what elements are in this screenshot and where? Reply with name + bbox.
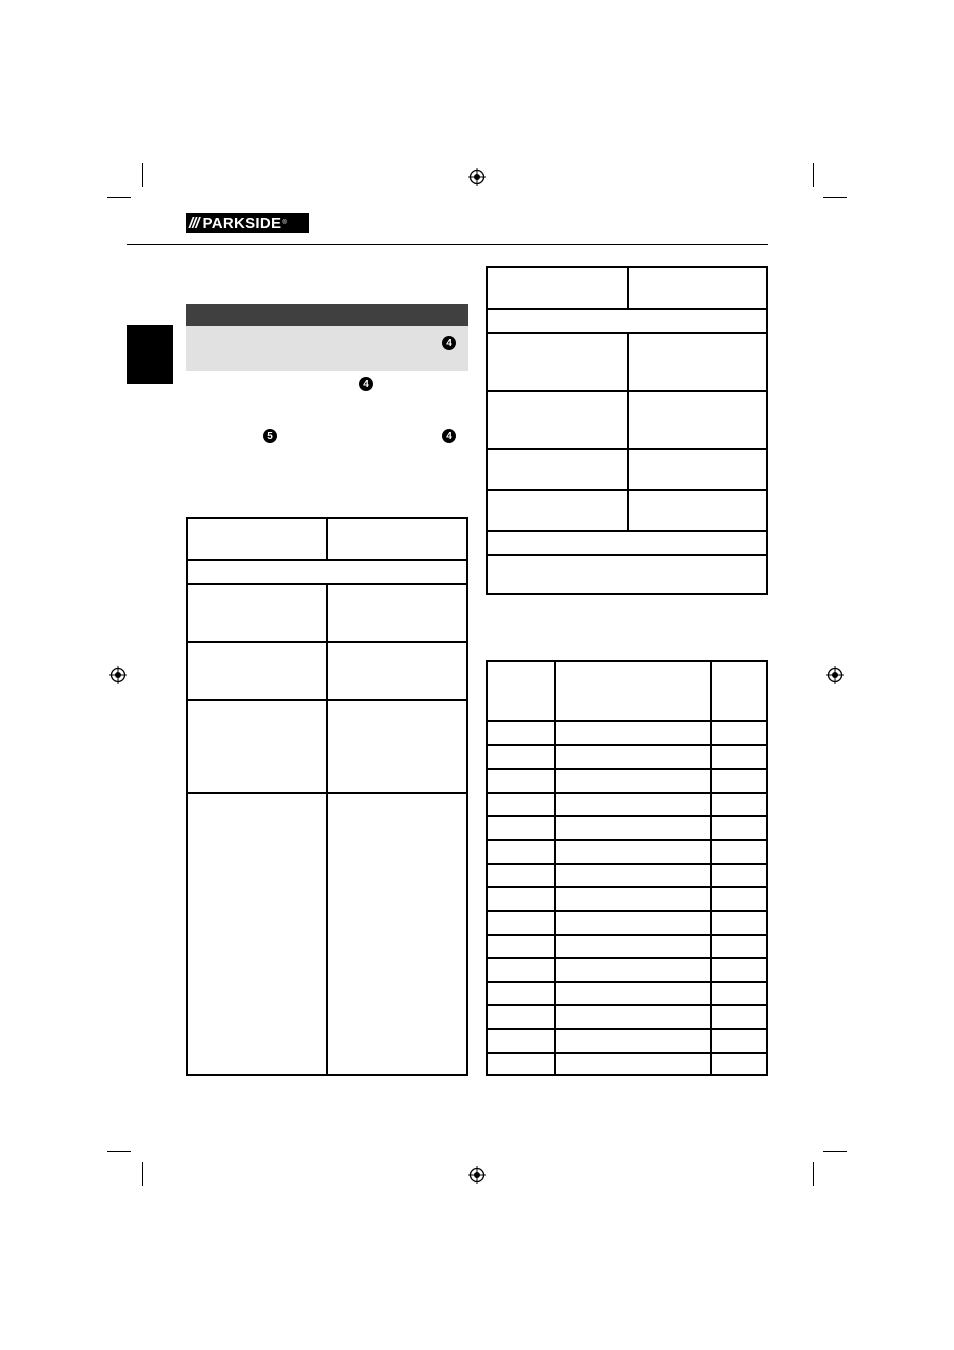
crop-mark-bottom-right-h [823,1151,847,1152]
crop-mark-top-left-v [142,163,143,187]
logo-trademark: ® [282,220,287,226]
left-table [186,517,468,1076]
right-top-table [486,266,768,595]
table-divider [710,662,712,1074]
table-divider [326,519,328,559]
table-row-divider [488,910,766,912]
crop-mark-bottom-left-h [107,1151,131,1152]
section-highlight-box [186,326,468,371]
table-row-divider [488,886,766,888]
table-row-divider [488,744,766,746]
table-row-divider [488,489,766,491]
registration-mark-icon [468,168,486,186]
table-divider [627,268,629,308]
crop-mark-bottom-right-v [813,1162,814,1186]
right-bottom-table [486,660,768,1076]
table-row-divider [488,554,766,556]
table-divider [554,662,556,1074]
table-row-divider [188,792,466,794]
table-row-divider [188,559,466,561]
crop-mark-bottom-left-v [142,1162,143,1186]
header-rule [127,244,768,245]
language-tab [127,325,173,384]
crop-mark-top-right-h [823,197,847,198]
table-row-divider [488,1004,766,1006]
table-row-divider [188,699,466,701]
table-row-divider [488,1028,766,1030]
table-row-divider [488,934,766,936]
table-row-divider [188,641,466,643]
table-row-divider [488,720,766,722]
table-divider [627,332,629,530]
logo-wordmark: PARKSIDE [202,214,282,232]
registration-mark-icon [468,1166,486,1184]
circled-number-icon: 4 [442,336,456,350]
circled-number-icon: 4 [442,429,456,443]
table-row-divider [488,863,766,865]
registration-mark-icon [109,666,127,684]
registration-mark-icon [826,666,844,684]
table-row-divider [488,792,766,794]
crop-mark-top-left-h [107,197,131,198]
section-header-bar [186,304,468,326]
circled-number-icon: 5 [263,429,277,443]
table-row-divider [488,448,766,450]
table-row-divider [488,1052,766,1054]
table-row-divider [488,981,766,983]
table-row-divider [488,530,766,532]
table-row-divider [488,390,766,392]
parkside-logo [186,213,309,233]
circled-number-icon: 4 [359,377,373,391]
table-divider [326,583,328,1074]
crop-mark-top-right-v [813,163,814,187]
table-row-divider [488,957,766,959]
logo-slashes: /// [189,214,199,232]
table-row-divider [488,815,766,817]
table-row-divider [488,768,766,770]
table-row-divider [488,308,766,310]
table-row-divider [488,839,766,841]
